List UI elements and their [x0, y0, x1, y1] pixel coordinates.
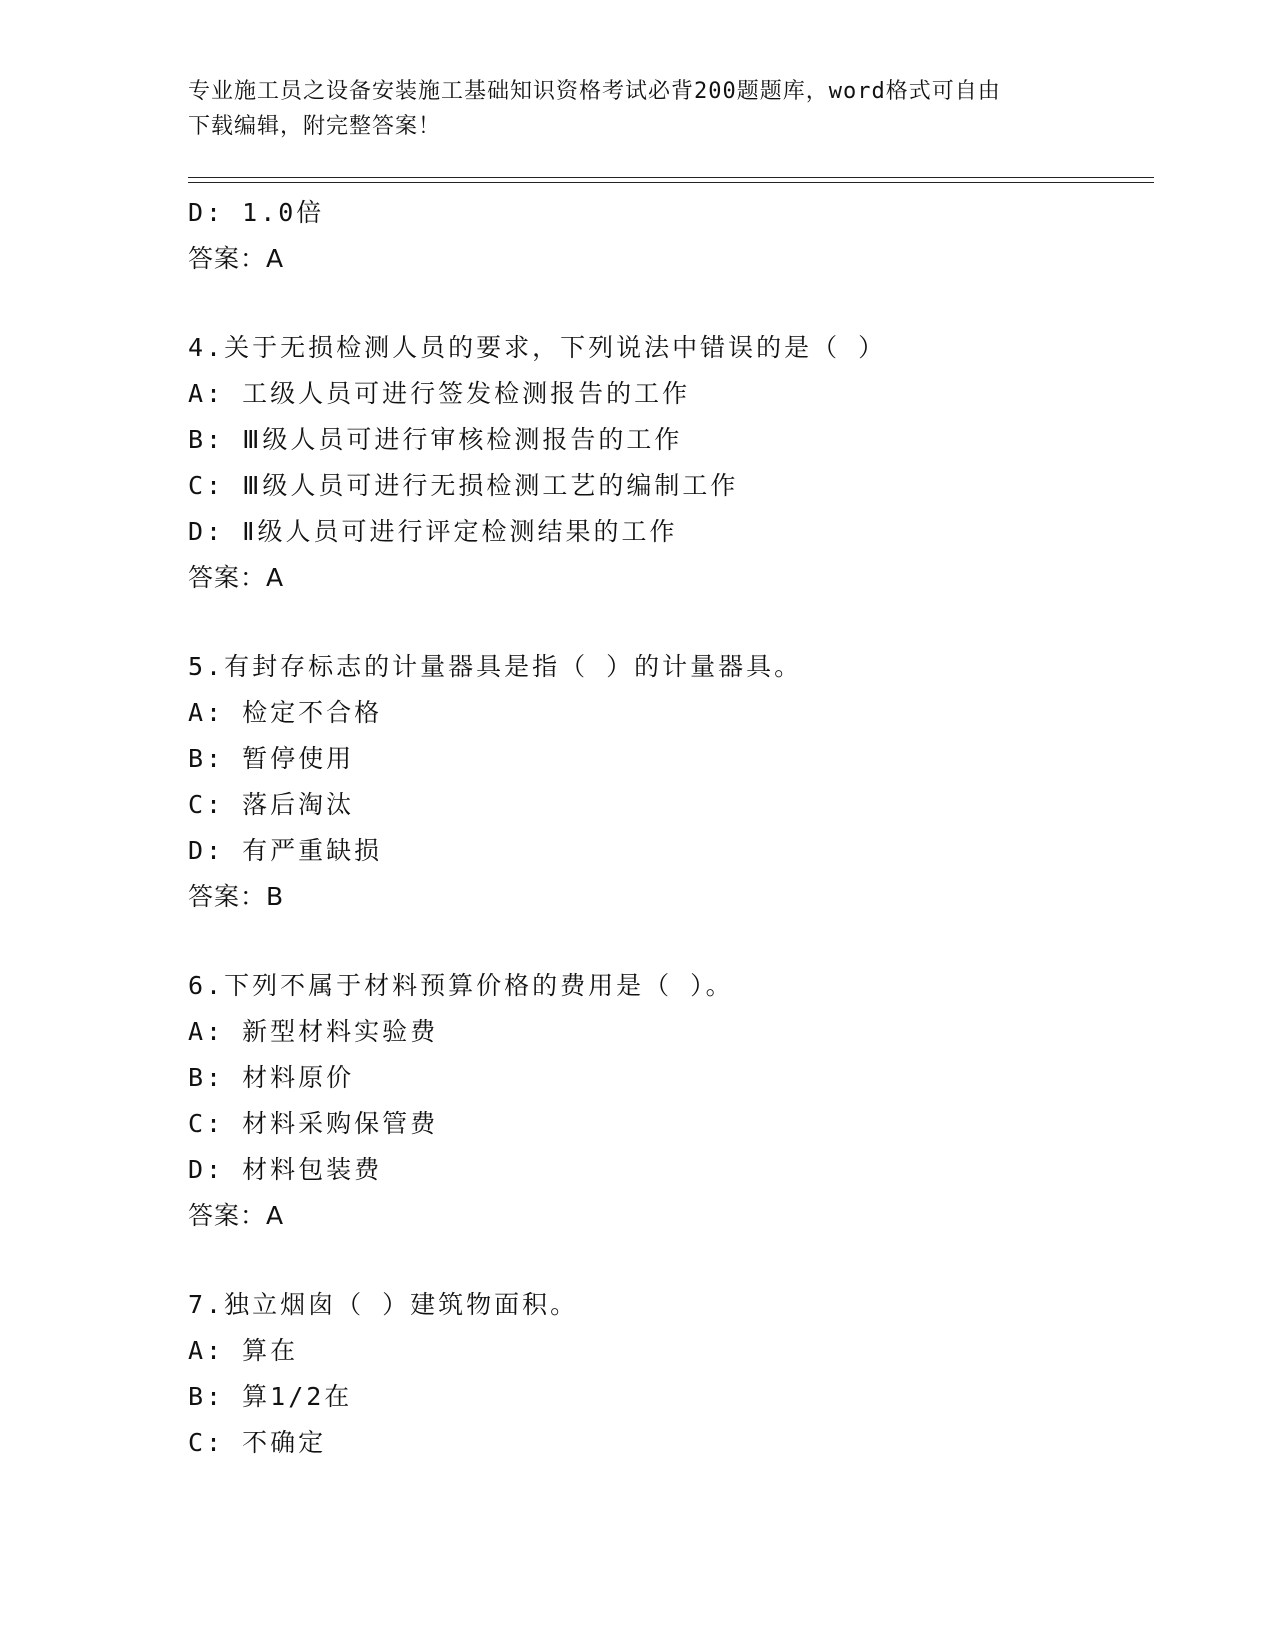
- header-title-line2: 下载编辑，附完整答案！: [188, 114, 442, 139]
- option-c: C: 材料采购保管费: [188, 1109, 439, 1138]
- question-text: 7.独立烟囱（ ）建筑物面积。: [188, 1290, 579, 1319]
- answer: 答案：A: [188, 1201, 285, 1230]
- header-divider-bottom: [188, 182, 1154, 183]
- option-a: A: 检定不合格: [188, 698, 383, 727]
- answer-continued: 答案：A: [188, 244, 285, 273]
- question-list: [188, 190, 1148, 1466]
- option-d: D: 有严重缺损: [188, 836, 383, 865]
- question-text: 6.下列不属于材料预算价格的费用是（ ）。: [188, 971, 734, 1000]
- option-c: C: 不确定: [188, 1428, 327, 1457]
- question-6: [188, 963, 1148, 1239]
- option-a: A: 工级人员可进行签发检测报告的工作: [188, 379, 691, 408]
- option-b: B: 材料原价: [188, 1063, 355, 1092]
- question-4: [188, 325, 1148, 601]
- answer: 答案：A: [188, 563, 285, 592]
- option-c: C: Ⅲ级人员可进行无损检测工艺的编制工作: [188, 471, 739, 500]
- option-a: A: 新型材料实验费: [188, 1017, 439, 1046]
- header-title-line1: 专业施工员之设备安装施工基础知识资格考试必背200题题库，word格式可自由: [188, 79, 1001, 104]
- option-d: D: 材料包装费: [188, 1155, 383, 1184]
- option-a: A: 算在: [188, 1336, 299, 1365]
- document-header: [188, 74, 1088, 144]
- question-5: [188, 644, 1148, 920]
- option-d: D: Ⅱ级人员可进行评定检测结果的工作: [188, 517, 678, 546]
- option-c: C: 落后淘汰: [188, 790, 355, 819]
- answer: 答案：B: [188, 882, 285, 911]
- option-b: B: Ⅲ级人员可进行审核检测报告的工作: [188, 425, 683, 454]
- question-7: [188, 1282, 1148, 1466]
- header-divider-top: [188, 177, 1154, 178]
- option-b: B: 算1/2在: [188, 1382, 353, 1411]
- question-text: 5.有封存标志的计量器具是指（ ）的计量器具。: [188, 652, 803, 681]
- option-d-continued: D: 1.0倍: [188, 198, 325, 227]
- question-text: 4.关于无损检测人员的要求，下列说法中错误的是（ ）: [188, 333, 887, 362]
- option-b: B: 暂停使用: [188, 744, 355, 773]
